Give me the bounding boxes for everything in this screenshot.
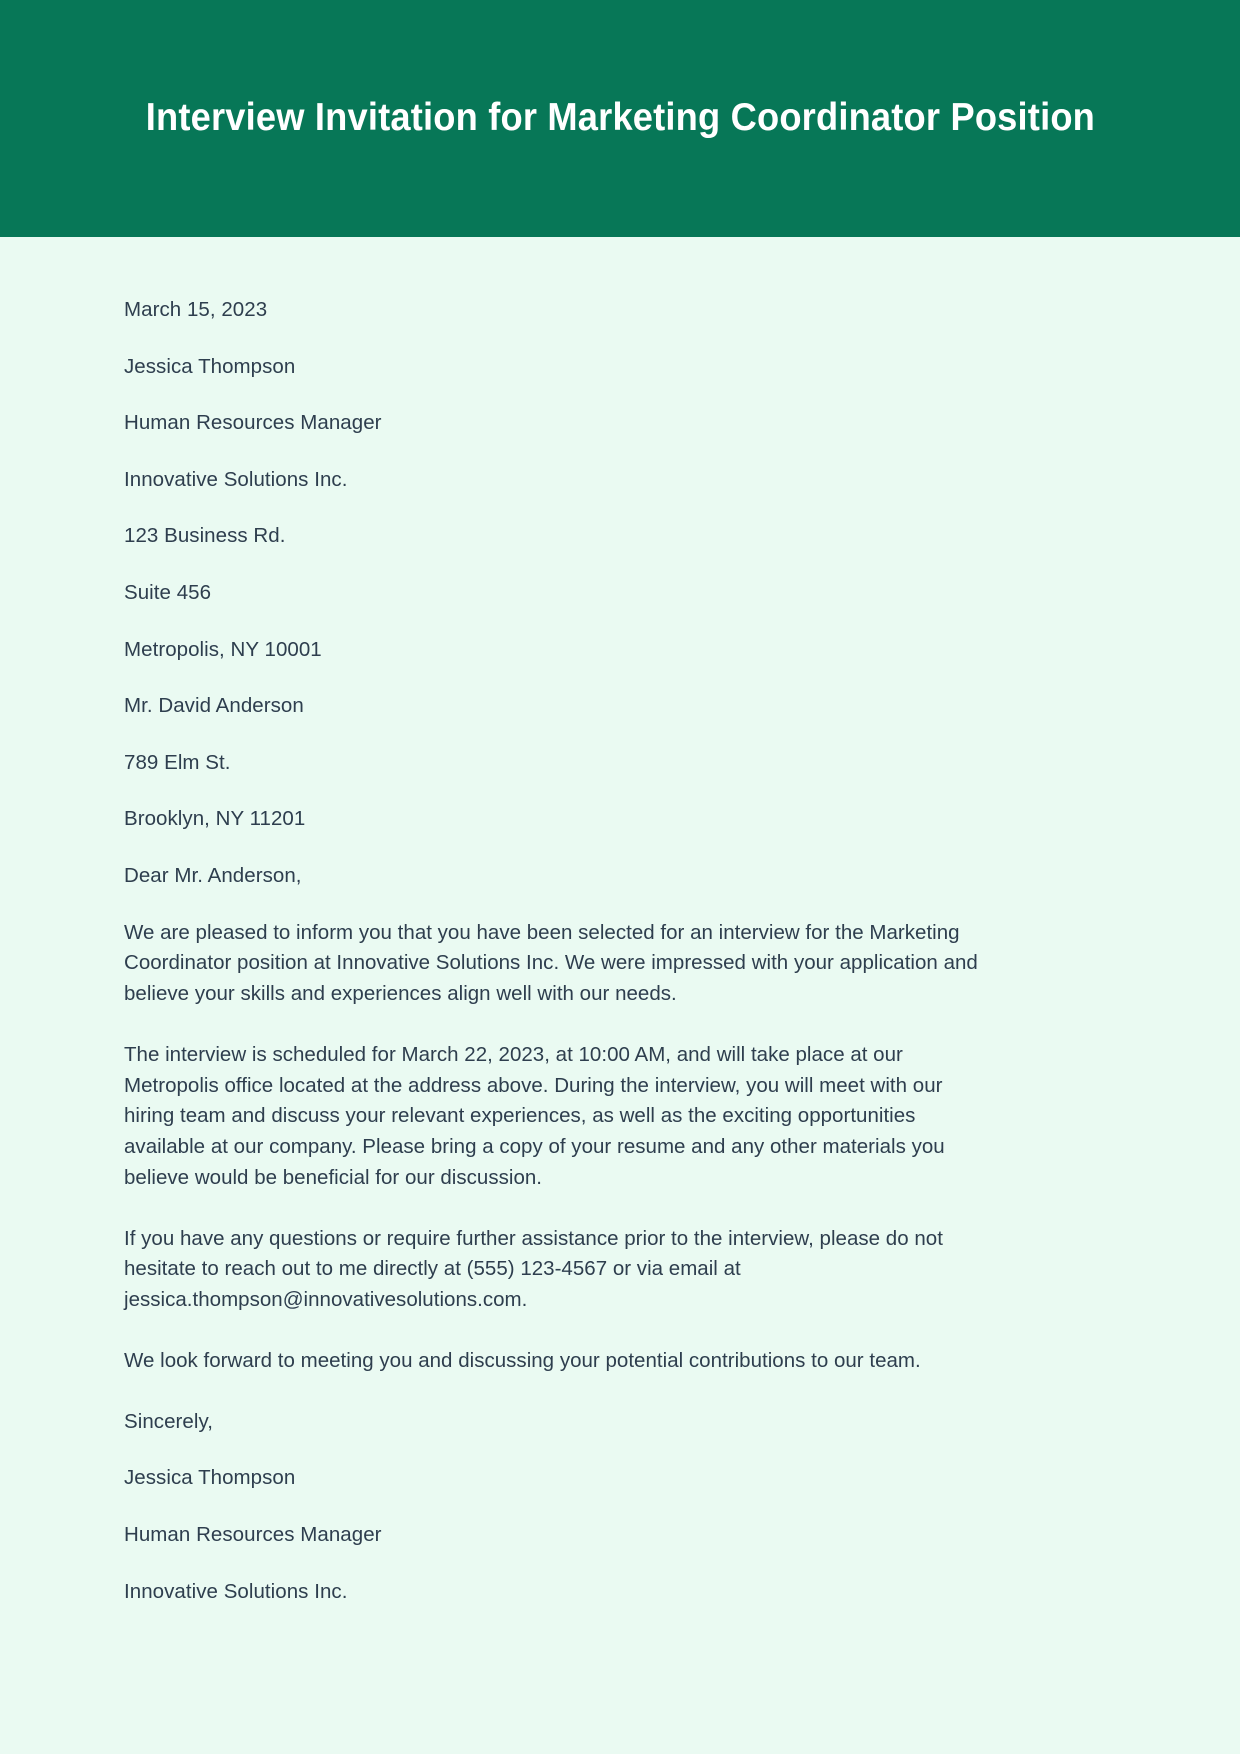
body-paragraph-1: We are pleased to inform you that you have been selected for an interview for the Marketing Coordinator position at Innovative Solutions Inc. We were impressed with your application and believe your skills and experiences align well with our needs.: [124, 920, 978, 1006]
salutation: Dear Mr. Anderson,: [124, 864, 302, 888]
signature-name: Jessica Thompson: [124, 1466, 296, 1490]
sender-street: 123 Business Rd.: [124, 524, 286, 548]
recipient-city-state-zip: Brooklyn, NY 11201: [124, 807, 306, 831]
signature-title: Human Resources Manager: [124, 1522, 382, 1546]
body-paragraph-4: We look forward to meeting you and discussing your potential contributions to our team.: [124, 1348, 921, 1372]
sender-name: Jessica Thompson: [124, 354, 296, 378]
sender-city-state-zip: Metropolis, NY 10001: [124, 637, 322, 661]
sender-company: Innovative Solutions Inc.: [124, 467, 348, 491]
body-paragraph-3: If you have any questions or require further assistance prior to the interview, please do not hesitate to reach out to me directly at (555) 123-4567 or via email at jessica.thompson@innovativesolutions.com.: [124, 1226, 943, 1312]
body-paragraph-2: The interview is scheduled for March 22, 2023, at 10:00 AM, and will take place at our Metropolis office located at the address above. During the interview, you will meet with our hiring team and discuss your relevant experiences, as well as the exciting opportunities available at our company. Please bring a copy of your resume and any other materials you believe would be beneficial for our discussion.: [124, 1042, 945, 1189]
letter-date: March 15, 2023: [124, 298, 268, 321]
closing: Sincerely,: [124, 1409, 213, 1433]
recipient-street: 789 Elm St.: [124, 750, 231, 774]
page-title: Interview Invitation for Marketing Coordinator Position: [145, 96, 1095, 140]
document-header-band: [0, 0, 1240, 237]
recipient-name: Mr. David Anderson: [124, 694, 304, 718]
letter-body: [0, 237, 1240, 1606]
sender-suite: Suite 456: [124, 581, 212, 605]
sender-title: Human Resources Manager: [124, 411, 382, 435]
signature-company: Innovative Solutions Inc.: [124, 1579, 348, 1603]
